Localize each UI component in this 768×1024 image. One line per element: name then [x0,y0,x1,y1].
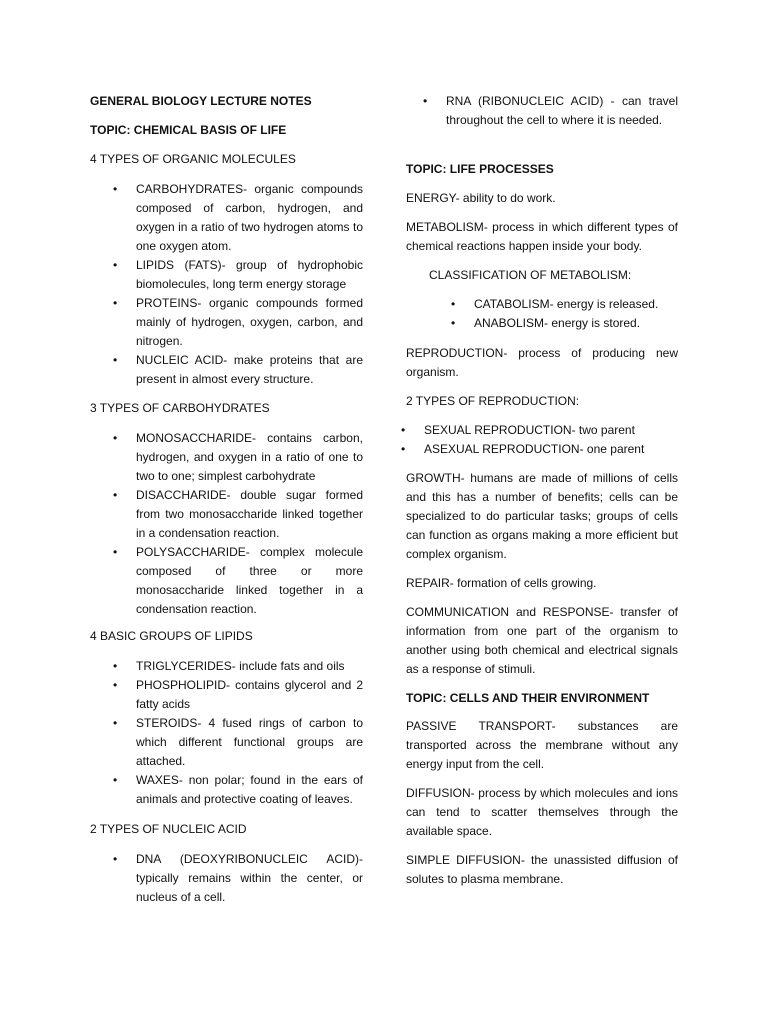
bullet-icon: • [401,423,406,437]
nucleic-acid-list-continued [423,92,678,130]
bullet-icon: • [113,852,118,866]
list-item: • NUCLEIC ACID- make proteins that are present in almost every structure. [113,353,363,386]
bullet-icon: • [113,296,118,310]
definition-paragraph: DIFFUSION- process by which molecules and ions can tend to scatter themselves through the available space. [406,786,678,838]
bullet-icon: • [423,94,428,108]
bullet-icon: • [451,316,456,330]
list-item: • PHOSPHOLIPID- contains glycerol and 2 fatty acids [113,678,363,711]
nucleic-acid-list [113,850,363,907]
definition-paragraph: METABOLISM- process in which different types of chemical reactions happen inside your body. [406,220,678,253]
bullet-icon: • [113,545,118,559]
definition-paragraph: ENERGY- ability to do work. [406,191,556,205]
definition-paragraph: SIMPLE DIFFUSION- the unassisted diffusion of solutes to plasma membrane. [406,853,678,886]
list-item: • DNA (DEOXYRIBONUCLEIC ACID)- typically remains within the center, or nucleus of a cell. [113,852,363,904]
list-item: • STEROIDS- 4 fused rings of carbon to which different functional groups are attached. [113,716,363,768]
reproduction-list [401,421,678,459]
definition-paragraph: REPAIR- formation of cells growing. [406,576,597,590]
section-heading: 4 BASIC GROUPS OF LIPIDS [90,629,253,643]
bullet-icon: • [451,297,456,311]
list-item: • ANABOLISM- energy is stored. [474,314,678,333]
list-item: • SEXUAL REPRODUCTION- two parent [424,421,678,440]
list-item: • TRIGLYCERIDES- include fats and oils [136,657,363,676]
definition-paragraph: COMMUNICATION and RESPONSE- transfer of information from one part of the organism to another using both chemical and electrical signals as a response of stimuli. [406,605,678,676]
document-title: GENERAL BIOLOGY LECTURE NOTES [90,94,312,108]
metabolism-list [451,295,678,333]
list-item: • WAXES- non polar; found in the ears of animals and protective coating of leaves. [113,773,363,806]
section-heading: 2 TYPES OF REPRODUCTION: [406,394,580,408]
bullet-icon: • [113,258,118,272]
definition-paragraph: REPRODUCTION- process of producing new organism. [406,346,678,379]
bullet-icon: • [113,353,118,367]
bullet-icon: • [113,659,118,673]
section-heading: 2 TYPES OF NUCLEIC ACID [90,822,247,836]
lipids-list [113,657,363,809]
topic-heading: TOPIC: LIFE PROCESSES [406,162,554,176]
section-heading: 4 TYPES OF ORGANIC MOLECULES [90,152,296,166]
list-item: • LIPIDS (FATS)- group of hydrophobic biomolecules, long term energy storage [113,258,363,291]
bullet-icon: • [401,442,406,456]
bullet-icon: • [113,488,118,502]
bullet-icon: • [113,678,118,692]
topic-heading: TOPIC: CHEMICAL BASIS OF LIFE [90,123,287,137]
section-heading: 3 TYPES OF CARBOHYDRATES [90,401,270,415]
organic-molecules-list [113,180,363,389]
bullet-icon: • [113,716,118,730]
bullet-icon: • [113,182,118,196]
bullet-icon: • [113,773,118,787]
carbohydrates-list [113,429,363,619]
definition-paragraph: GROWTH- humans are made of millions of cells and this has a number of benefits; cells can be specialized to do particular tasks; groups of cells can function as organs making a more efficient but complex organism. [406,471,678,561]
list-item: • RNA (RIBONUCLEIC ACID) - can travel throughout the cell to where it is needed. [423,94,678,127]
list-item: • CARBOHYDRATES- organic compounds composed of carbon, hydrogen, and oxygen in a ratio of two hydrogen atoms to one oxygen atom. [113,182,363,253]
bullet-icon: • [113,431,118,445]
list-item: • ASEXUAL REPRODUCTION- one parent [424,440,678,459]
topic-heading: TOPIC: CELLS AND THEIR ENVIRONMENT [406,691,650,705]
section-heading: CLASSIFICATION OF METABOLISM: [429,268,632,282]
list-item: • CATABOLISM- energy is released. [474,295,678,314]
definition-paragraph: PASSIVE TRANSPORT- substances are transported across the membrane without any energy input from the cell. [406,719,678,771]
list-item: • MONOSACCHARIDE- contains carbon, hydrogen, and oxygen in a ratio of one to two to one; simplest carbohydrate [113,431,363,483]
list-item: • PROTEINS- organic compounds formed mainly of hydrogen, oxygen, carbon, and nitrogen. [113,296,363,348]
list-item: • POLYSACCHARIDE- complex molecule composed of three or more monosaccharide linked together in a condensation reaction. [113,545,363,616]
list-item: • DISACCHARIDE- double sugar formed from two monosaccharide linked together in a condensation reaction. [113,488,363,540]
